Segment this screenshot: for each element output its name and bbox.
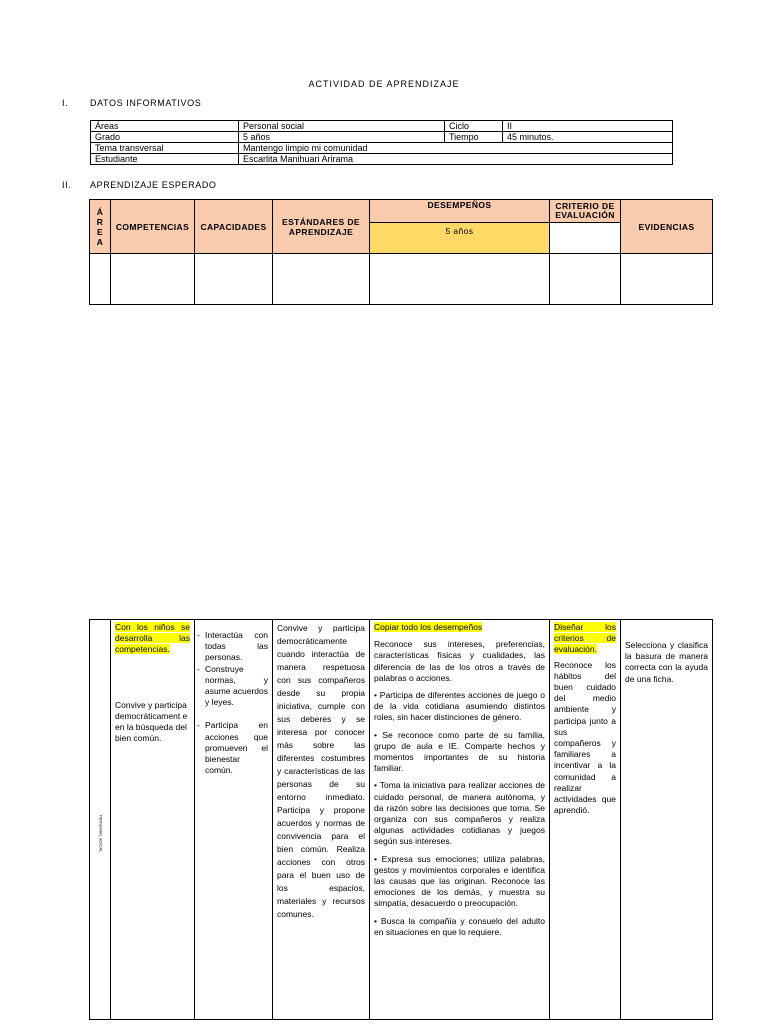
info-value: Mantengo limpio mi comunidad [239,143,673,154]
empty-cell [111,254,195,305]
aprendizaje-header-table [89,199,713,305]
info-label: Tiempo [445,132,503,143]
header-competencias: COMPETENCIAS [111,200,195,254]
header-desempenos: DESEMPEÑOS [370,200,550,223]
empty-cell [90,254,111,305]
info-row-estudiante [91,154,673,165]
info-row-areas [91,121,673,132]
capacidades-cell [195,620,273,1020]
info-row-tema [91,143,673,154]
header-capacidades: CAPACIDADES [195,200,273,254]
desempenos-highlight: Copiar todo los desempeños [374,622,483,632]
empty-cell [370,254,550,305]
section-number: II. [62,180,72,190]
section-label: DATOS INFORMATIVOS [90,98,202,108]
empty-cell [550,254,621,305]
header-desempenos-age: 5 años [370,223,550,254]
info-label: Estudiante [91,154,239,165]
empty-cell [273,254,370,305]
section-label: APRENDIZAJE ESPERADO [90,180,217,190]
info-value: Personal social [239,121,445,132]
area-cell [90,620,111,1020]
estandar-cell: Convive y participa democráticamente cuando interactúa de manera respetuosa con sus compañeros desde su propia iniciativa, cumple con sus deberes y se interesa por conocer más sobre las diferentes costumbres y características de las personas de su entorno inmediato. Participa y propone acuerdos y normas de convivencia para el bien común. Realiza acciones con otros para el buen uso de los espacios, materiales y recursos comunes. [273,620,370,1020]
section-datos-informativos [62,98,201,108]
info-row-grado [91,132,673,143]
page-title: ACTIVIDAD DE APRENDIZAJE [308,79,460,89]
evidencia-cell: Selecciona y clasifica la basura de manera correcta con la ayuda de una ficha. [621,620,713,1020]
desempeno-item: • Se reconoce como parte de su familia, grupo de aula e IE. Comparte hechos y momentos importantes de su historia familiar. [374,729,545,774]
info-value: 45 minutos. [503,132,673,143]
desempeno-item: • Toma la iniciativa para realizar acciones de cuidado personal, de manera autónoma, y da razón sobre las decisiones que toma. Se organiza con sus compañeros y realiza algunas actividades cotidianas y juegos según sus intereses. [374,780,545,847]
competencia-text: Convive y participa democráticament e en la búsqueda del bien común. [115,699,188,744]
desempeno-item: • Participa de diferentes acciones de juego o de la vida cotidiana asumiendo distintos roles, sin hacer distinciones de género. [374,690,545,723]
section-number: I. [62,98,69,108]
info-value: II [503,121,673,132]
desempenos-cell [370,620,550,1020]
capacidad-item: - Construye normas, y asume acuerdos y leyes. [199,664,268,709]
capacidad-item: - Interactúa con todas las personas. [199,630,268,664]
info-label: Grado [91,132,239,143]
area-vertical-text: PERSONAL SOCIAL [98,815,104,853]
criterio-cell [550,620,621,1020]
desempeno-item: • Busca la compañía y consuelo del adulto en situaciones en que lo requiere. [374,915,545,937]
header-evidencias: EVIDENCIAS [621,200,713,254]
header-criterio-blank [550,223,621,254]
info-label: Ciclo [445,121,503,132]
header-area [90,200,111,254]
criterio-text: Reconoce los hábitos del buen cuidado del medio ambiente y participa junto a sus compañeros y familiares a incentivar a la comunidad a realizar actividades que aprendió. [554,659,616,816]
info-value: Escarlita Manihuari Arirama [239,154,673,165]
competencias-highlight: Con los niños se desarrolla las competencias. [115,622,190,655]
capacidad-item: - Participa en acciones que promueven el bienestar común. [199,720,268,776]
info-label: Áreas [91,121,239,132]
empty-cell [195,254,273,305]
info-value: 5 años [239,132,445,143]
desempeno-item: Reconoce sus intereses, preferencias, características físicas y cualidades, las diferencia de las de los otros a través de palabras o acciones. [374,639,545,683]
desempeno-item: • Expresa sus emociones; utiliza palabras, gestos y movimientos corporales e identifica las causas que las originan. Reconoce las emociones de los demás, y muestra su simpatía, desacuerdo o preocupación. [374,853,545,909]
competencias-cell [111,620,195,1020]
empty-cell [621,254,713,305]
header-area-text: ÁREA [96,206,104,247]
detail-table [89,619,713,1020]
section-aprendizaje-esperado [62,180,217,190]
empty-row [90,254,713,305]
header-criterio: CRITERIO DE EVALUACIÓN [550,200,621,223]
info-table [90,120,673,165]
header-estandares: ESTÁNDARES DE APRENDIZAJE [273,200,370,254]
criterio-highlight: Diseñar los criterios de evaluación. [554,622,616,655]
info-label: Tema transversal [91,143,239,154]
